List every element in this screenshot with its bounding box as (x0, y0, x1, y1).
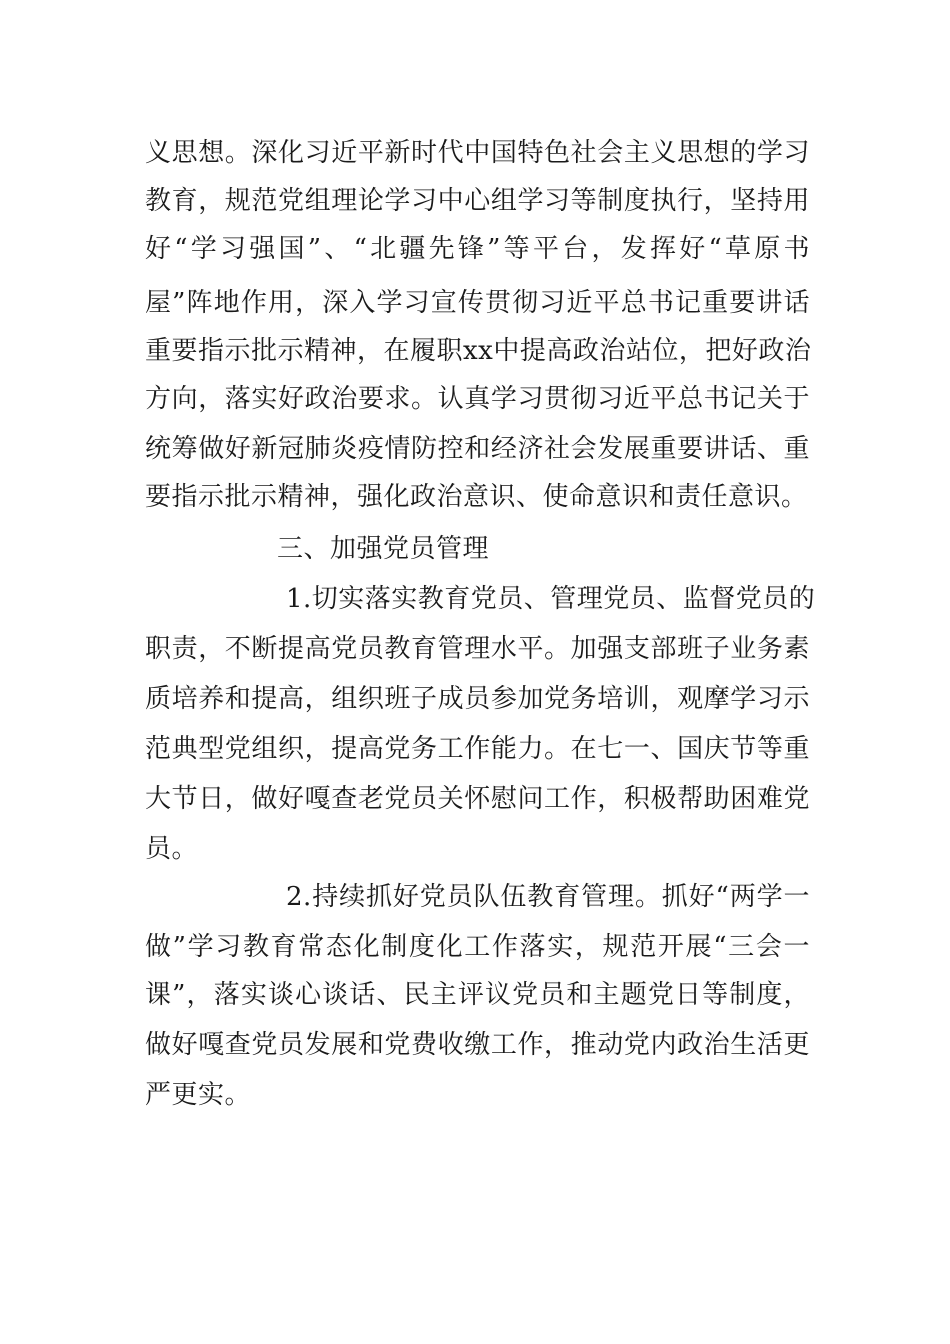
paragraph-1-line-1: 义思想。深化习近平新时代中国特色社会主义思想的学习 (145, 138, 810, 168)
paragraph-1-line-2: 教育，规范党组理论学习中心组学习等制度执行，坚持用 (145, 186, 810, 216)
paragraph-1-line-3: 好“学习强国”、“北疆先锋”等平台，发挥好“草原书 (145, 234, 810, 264)
paragraph-1-line-7: 统筹做好新冠肺炎疫情防控和经济社会发展重要讲话、重 (145, 434, 810, 464)
paragraph-3-line-3: 课”，落实谈心谈话、民主评议党员和主题党日等制度， (145, 980, 810, 1010)
paragraph-2-line-2: 职责，不断提高党员教育管理水平。加强支部班子业务素 (145, 634, 810, 664)
section-heading: 三、加强党员管理 (277, 534, 490, 564)
paragraph-2-line-4: 范典型党组织，提高党务工作能力。在七一、国庆节等重 (145, 734, 810, 764)
paragraph-2-line-1: 1.切实落实教育党员、管理党员、监督党员的 (286, 584, 816, 614)
paragraph-2-line-6: 员。 (145, 834, 199, 864)
paragraph-2-line-5: 大节日，做好嘎查老党员关怀慰问工作，积极帮助困难党 (145, 784, 810, 814)
paragraph-1-line-8: 要指示批示精神，强化政治意识、使命意识和责任意识。 (145, 482, 808, 512)
paragraph-3-line-4: 做好嘎查党员发展和党费收缴工作，推动党内政治生活更 (145, 1030, 810, 1060)
paragraph-3-line-1: 2.持续抓好党员队伍教育管理。抓好“两学一 (286, 882, 810, 912)
paragraph-1-line-6: 方向，落实好政治要求。认真学习贯彻习近平总书记关于 (145, 384, 810, 414)
paragraph-3-line-2: 做”学习教育常态化制度化工作落实，规范开展“三会一 (145, 932, 810, 962)
paragraph-2-line-3: 质培养和提高，组织班子成员参加党务培训，观摩学习示 (145, 684, 810, 714)
paragraph-1-line-4: 屋”阵地作用，深入学习宣传贯彻习近平总书记重要讲话 (145, 288, 810, 318)
paragraph-3-line-5: 严更实。 (145, 1080, 252, 1110)
paragraph-1-line-5: 重要指示批示精神，在履职xx中提高政治站位，把好政治 (145, 336, 812, 366)
